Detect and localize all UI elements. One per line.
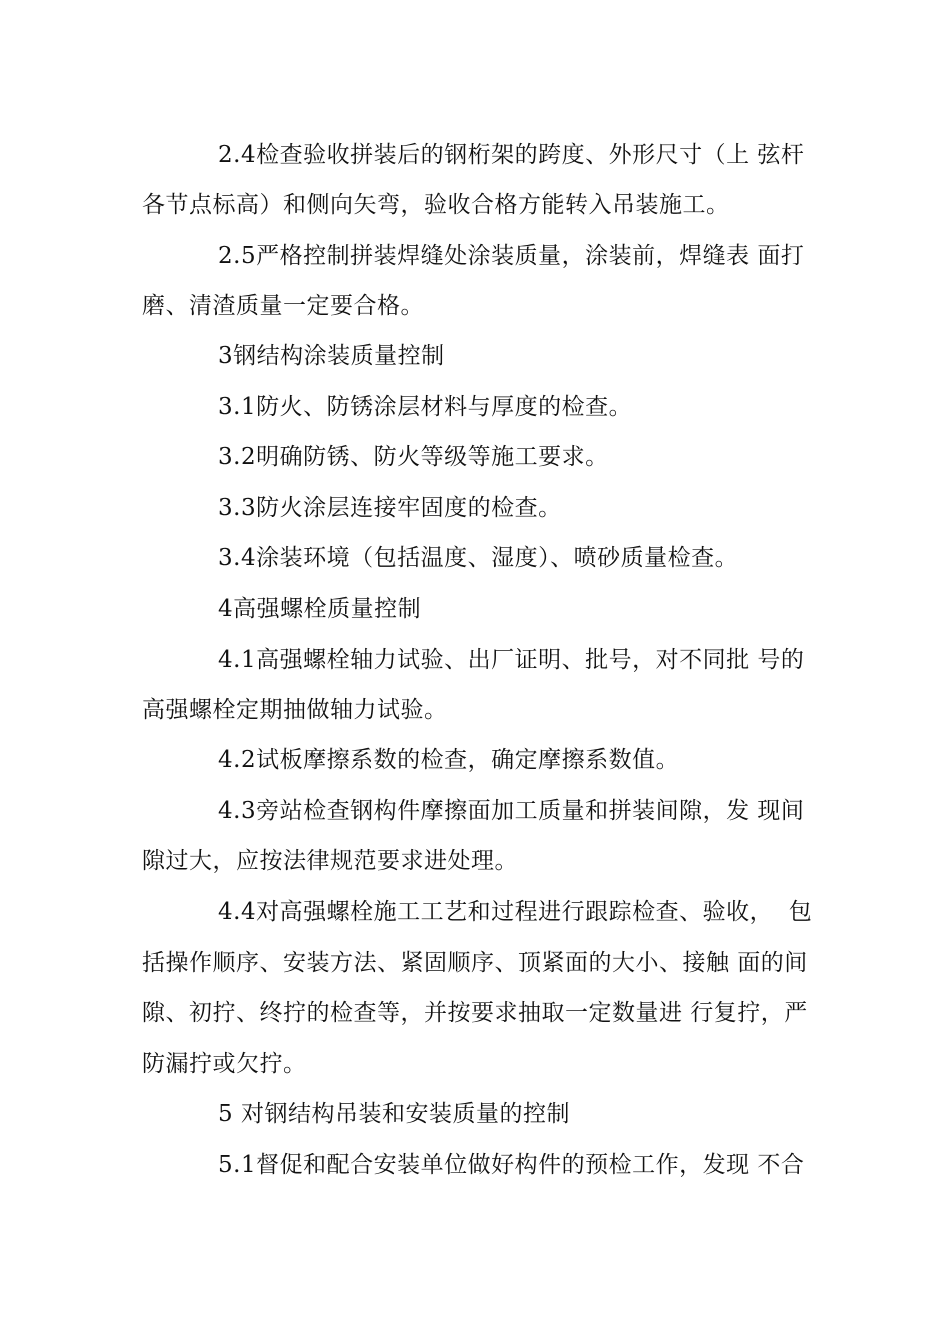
paragraph-line: 4.1高强螺栓轴力试验、出厂证明、批号，对不同批 号的 [218, 647, 805, 673]
paragraph-line: 3.4涂装环境（包括温度、湿度）、喷砂质量检查。 [218, 545, 739, 571]
paragraph-line: 括操作顺序、安装方法、紧固顺序、顶紧面的大小、接触 面的间 [142, 950, 808, 976]
paragraph-line: 磨、清渣质量一定要合格。 [142, 293, 424, 319]
paragraph-line: 4.3旁站检查钢构件摩擦面加工质量和拼装间隙，发 现间 [218, 798, 805, 824]
paragraph-line: 4.4对高强螺栓施工工艺和过程进行跟踪检查、验收， 包 [218, 899, 813, 925]
paragraph-line: 隙、初拧、终拧的检查等，并按要求抽取一定数量进 行复拧，严 [142, 1000, 808, 1026]
paragraph-line: 隙过大，应按法律规范要求进处理。 [142, 848, 518, 874]
section-heading: 4高强螺栓质量控制 [218, 596, 422, 622]
paragraph-line: 防漏拧或欠拧。 [142, 1051, 307, 1077]
paragraph-line: 2.5严格控制拼装焊缝处涂装质量，涂装前，焊缝表 面打 [218, 243, 805, 269]
paragraph-line: 5.1督促和配合安装单位做好构件的预检工作，发现 不合 [218, 1152, 805, 1178]
paragraph-line: 3.1防火、防锈涂层材料与厚度的检查。 [218, 394, 633, 420]
paragraph-line: 3.2明确防锈、防火等级等施工要求。 [218, 444, 609, 470]
paragraph-line: 各节点标高）和侧向矢弯，验收合格方能转入吊装施工。 [142, 192, 730, 218]
paragraph-line: 3.3防火涂层连接牢固度的检查。 [218, 495, 562, 521]
section-heading: 5 对钢结构吊装和安装质量的控制 [218, 1101, 570, 1127]
paragraph-line: 2.4检查验收拼装后的钢桁架的跨度、外形尺寸（上 弦杆 [218, 142, 805, 168]
paragraph-line: 高强螺栓定期抽做轴力试验。 [142, 697, 448, 723]
section-heading: 3钢结构涂装质量控制 [218, 343, 445, 369]
paragraph-line: 4.2试板摩擦系数的检查，确定摩擦系数值。 [218, 747, 680, 773]
